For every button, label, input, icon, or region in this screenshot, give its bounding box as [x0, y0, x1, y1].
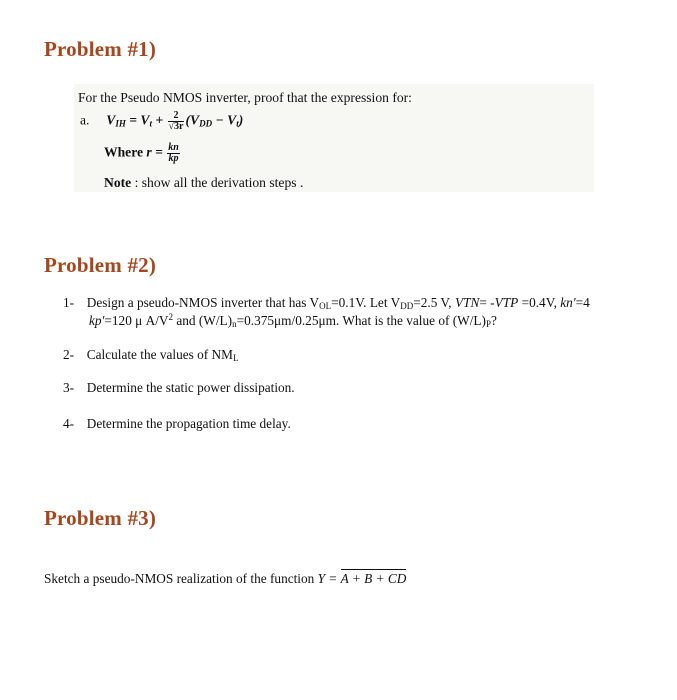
item1-kp: kp'	[89, 313, 105, 328]
item4-text: Determine the propagation time delay.	[86, 416, 291, 431]
item1-vtp: VTP	[494, 295, 519, 310]
item1-kn: kn'	[560, 295, 576, 310]
item1-text-i: =0.375μm/0.25μm. What is the value of (W/L)	[236, 313, 486, 328]
item1-sub-n: n	[232, 319, 237, 329]
problem2-item-1-line2	[89, 312, 497, 329]
where-num: kn	[168, 142, 179, 153]
item1-text-g: =120 μ A/V	[104, 313, 169, 328]
item1-text-h: and (W/L)	[173, 313, 233, 328]
item2-text: Calculate the values of NM	[86, 347, 233, 362]
problem2-item-1	[63, 295, 590, 311]
formula-fraction	[168, 111, 185, 132]
item1-text-f: =4	[575, 295, 590, 310]
formula-paren-close: )	[238, 112, 244, 128]
problem1-where	[104, 143, 181, 164]
item1-text-a: Design a pseudo-NMOS inverter that has V	[86, 295, 320, 310]
item1-text-b: =0.1V. Let V	[331, 295, 401, 310]
formula-paren-rest: − V	[212, 112, 237, 128]
problem1-note	[104, 175, 303, 191]
formula-paren-open: (V	[185, 112, 200, 128]
formula-lhs: V	[106, 112, 116, 128]
function-lhs: Y =	[317, 571, 338, 586]
item1-sub-dd: DD	[400, 301, 414, 311]
note-label: Note	[104, 175, 132, 190]
item1-text-c: =2.5 V,	[413, 295, 455, 310]
item1-text-j: ?	[490, 313, 497, 328]
frac-num: 2	[168, 111, 185, 122]
formula-plus: +	[151, 112, 164, 128]
formula-mid-sub: t	[149, 118, 152, 129]
note-text: : show all the derivation steps .	[131, 175, 304, 190]
problem1-intro: For the Pseudo NMOS inverter, proof that the expression for:	[78, 90, 412, 105]
where-label: Where	[104, 144, 144, 160]
item1-sub-p: P	[485, 319, 491, 329]
item1-sub-ol: OL	[319, 301, 332, 311]
function-rhs: A + B + CD	[340, 571, 407, 586]
formula-mid: = V	[125, 112, 150, 128]
problem1-formula	[80, 111, 243, 132]
problem3-heading: Problem #3)	[44, 506, 157, 530]
problem3-text	[44, 571, 406, 587]
item1-text-d: = -	[479, 295, 495, 310]
problem1-heading: Problem #1)	[44, 37, 157, 61]
item2-sub: L	[232, 353, 239, 363]
item-number: 3-	[63, 380, 75, 395]
problem3-sentence: Sketch a pseudo-NMOS realization of the function	[44, 571, 318, 586]
formula-lhs-sub: IH	[115, 118, 126, 129]
problem2-heading: Problem #2)	[44, 253, 157, 277]
item3-text: Determine the static power dissipation.	[86, 380, 295, 395]
item1-text-e: =0.4V,	[518, 295, 561, 310]
item1-vtn: VTN	[454, 295, 480, 310]
item-label: a.	[80, 112, 90, 128]
item1-sup: 2	[168, 312, 174, 322]
where-den: kp	[168, 153, 179, 164]
item-number: 1-	[63, 295, 75, 310]
where-var: r =	[146, 144, 163, 160]
problem2-item-2	[63, 347, 238, 363]
problem2-item-3	[63, 380, 295, 396]
item-number: 2-	[63, 347, 75, 362]
formula-paren-sub: DD	[199, 118, 213, 129]
where-fraction	[167, 143, 180, 164]
formula-paren-sub2: t	[236, 118, 239, 129]
item-number: 4-	[63, 416, 75, 431]
problem2-item-4	[63, 416, 291, 432]
frac-den: √3r	[168, 121, 184, 132]
